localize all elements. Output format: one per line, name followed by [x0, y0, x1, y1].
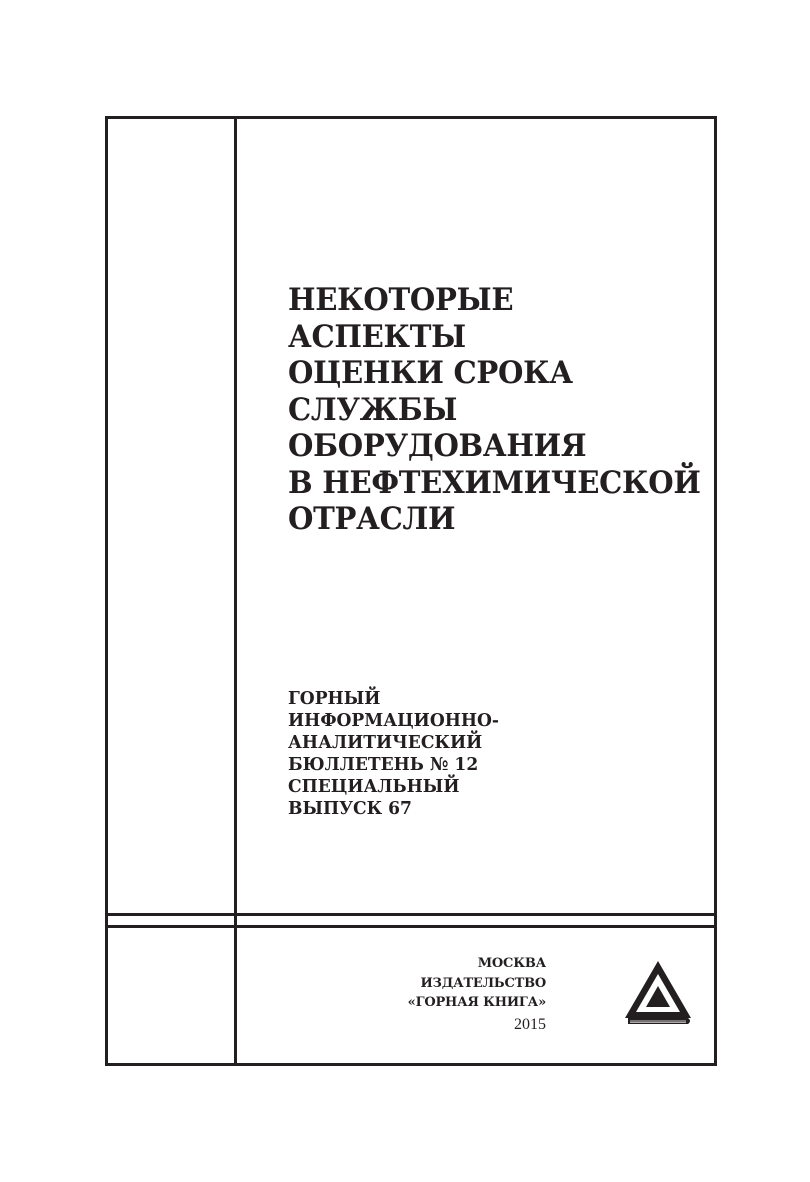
title-line: НЕКОТОРЫЕ: [288, 282, 514, 318]
title-line: ОТРАСЛИ: [288, 501, 456, 537]
series-line: ГОРНЫЙ: [288, 688, 381, 709]
title-line: ОЦЕНКИ СРОКА: [288, 355, 573, 391]
publisher-city: МОСКВА: [477, 956, 546, 971]
publisher-block: [408, 954, 546, 1035]
series-info: [288, 688, 668, 820]
publisher-house: ИЗДАТЕЛЬСТВО: [420, 975, 546, 991]
publisher-triangle-book-icon: [622, 958, 694, 1030]
series-line: БЮЛЛЕТЕНЬ № 12: [288, 754, 479, 775]
publication-year: 2015: [514, 1015, 546, 1033]
horizontal-rule-lower: [105, 925, 717, 928]
series-line: АНАЛИТИЧЕСКИЙ: [288, 732, 483, 753]
vertical-rule: [234, 116, 237, 1066]
book-title: [288, 282, 701, 538]
horizontal-rule-upper: [105, 913, 717, 916]
publisher-name: «ГОРНАЯ КНИГА»: [407, 995, 546, 1010]
series-line: ИНФОРМАЦИОННО-: [288, 710, 500, 731]
title-line: АСПЕКТЫ: [288, 318, 466, 355]
series-line: СПЕЦИАЛЬНЫЙ: [288, 776, 460, 797]
title-line: ОБОРУДОВАНИЯ: [288, 428, 587, 464]
title-line: СЛУЖБЫ: [288, 391, 458, 428]
cover-frame: [105, 116, 717, 1066]
title-line: В НЕФТЕХИМИЧЕСКОЙ: [288, 464, 701, 501]
series-line: ВЫПУСК 67: [288, 798, 412, 819]
